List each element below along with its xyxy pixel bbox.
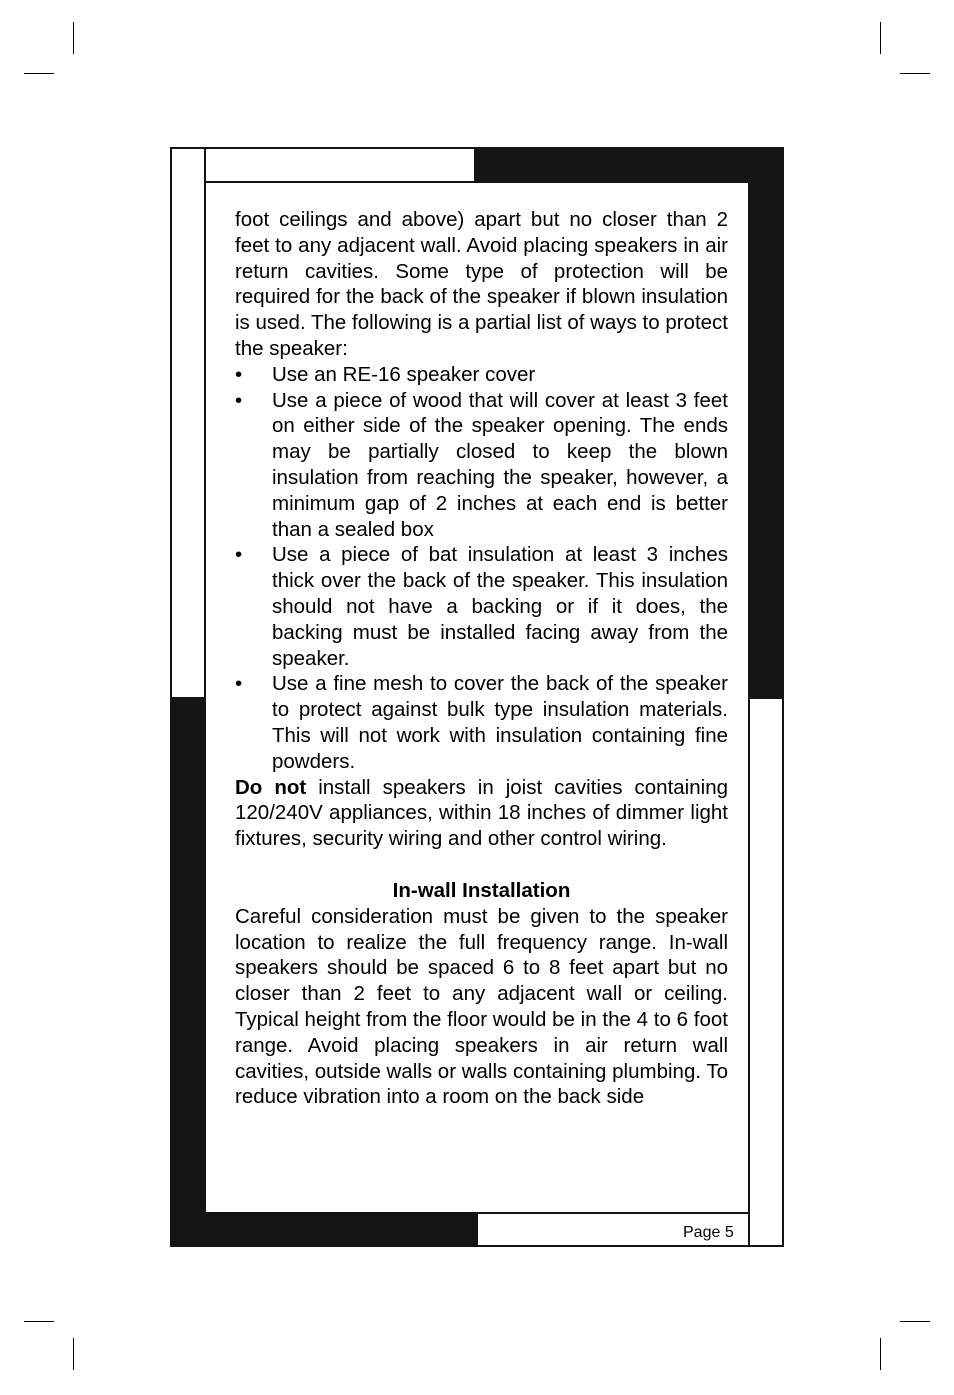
frame-left-lower-column bbox=[170, 697, 206, 1247]
section-heading: In-wall Installation bbox=[392, 878, 571, 902]
warning-emphasis: Do not bbox=[235, 775, 307, 799]
frame-left-upper-column bbox=[170, 147, 206, 699]
crop-mark bbox=[73, 1338, 74, 1370]
frame-top-right-bar bbox=[474, 147, 784, 183]
crop-mark bbox=[880, 1338, 881, 1370]
crop-mark bbox=[24, 73, 54, 74]
bullet-mark: • bbox=[235, 672, 243, 696]
bullet-mark: • bbox=[235, 388, 243, 412]
body-paragraph: foot ceilings and above) apart but no closer than 2 feet to any adjacent wall. Avoid placing speakers in air return cavities. Some type of protection will be required for the back of the speaker if blown insulation is used. The following is a partial list of ways to protect the speaker: bbox=[235, 208, 728, 360]
warning-paragraph bbox=[235, 775, 728, 852]
body-paragraph: Careful consideration must be given to the speaker location to realize the full frequency range. In-wall speakers should be spaced 6 to 8 feet apart but no closer than 2 feet to any adjacent wall or ceiling. Typical height from the floor would be in the 4 to 6 foot range. Avoid placing speakers in air return wall cavities, outside walls or walls containing plumbing. To reduce vibration into a room on the back side bbox=[235, 904, 729, 1109]
crop-mark bbox=[880, 22, 881, 54]
frame-right-upper-column bbox=[748, 147, 784, 699]
protection-list bbox=[235, 362, 728, 775]
bullet-mark: • bbox=[235, 543, 243, 567]
warning-text: install speakers in joist cavities containing 120/240V appliances, within 18 inches of dimmer light fixtures, security wiring and other control wiring. bbox=[235, 775, 728, 851]
frame-right-lower-column bbox=[748, 697, 784, 1247]
crop-mark bbox=[24, 1321, 54, 1322]
page-number: Page 5 bbox=[683, 1224, 734, 1241]
frame-top-left-tab bbox=[204, 147, 476, 183]
list-item: • Use a piece of bat insulation at least 3 inches thick over the back of the speaker. This insulation should not have a backing or if it does, the backing must be installed facing away from the speaker. bbox=[235, 543, 728, 670]
frame-bottom-left-bar bbox=[170, 1211, 478, 1247]
list-item: • Use a fine mesh to cover the back of the speaker to protect against bulk type insulation materials. This will not work with insulation containing fine powders. bbox=[235, 672, 728, 773]
crop-mark bbox=[73, 22, 74, 54]
list-item: • Use a piece of wood that will cover at least 3 feet on either side of the speaker opening. The ends may be partially closed to keep the blown insulation from reaching the speaker, however, a minimum gap of 2 inches at each end is better than a sealed box bbox=[235, 388, 728, 541]
bullet-mark: • bbox=[235, 362, 243, 386]
crop-mark bbox=[900, 1321, 930, 1322]
page-body bbox=[235, 207, 728, 1110]
list-item: • Use an RE-16 speaker cover bbox=[235, 362, 536, 386]
crop-mark bbox=[900, 73, 930, 74]
